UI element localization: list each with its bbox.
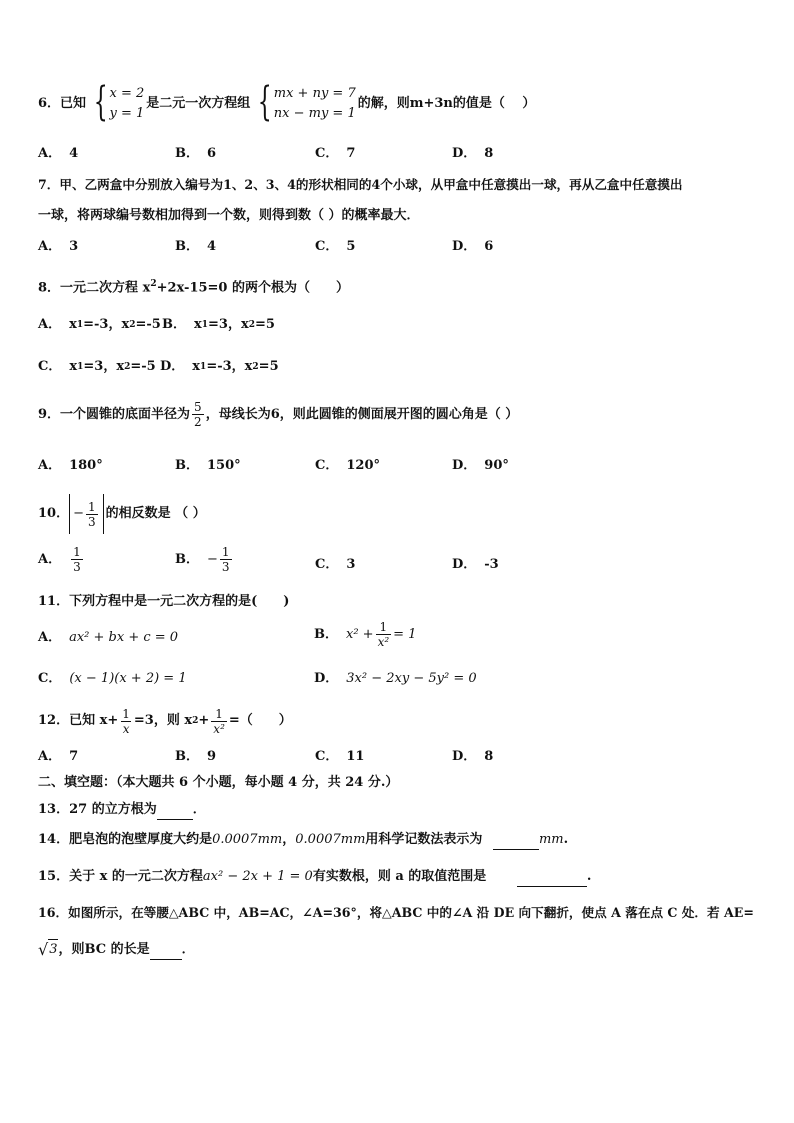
q6-option-d[interactable]: D． 8 [452, 146, 494, 161]
question-15: 15．关于 x 的一元二次方程ax² − 2x + 1 = 0有实数根，则 a 的取值范围是 . [38, 867, 764, 887]
question-13: 13．27 的立方根为 ． [38, 800, 764, 820]
q12-option-c[interactable]: C． 11 [315, 749, 365, 764]
q6-sys2-row2: nx − my = 1 [273, 106, 356, 121]
q6-equation-system [252, 79, 356, 125]
q11-option-c[interactable]: C． (x − 1)(x + 2) = 1 [38, 671, 187, 686]
q9-radius-fraction: $\frac{5}{2}$ [194, 400, 202, 429]
q9-option-d[interactable]: D． 90° [452, 458, 509, 473]
q16-sqrt: √ 3 [38, 940, 58, 959]
q8-option-a[interactable]: A． x 1 =-3，x 2 =-5 [38, 317, 161, 332]
question-10-stem: 10． − $\frac{1}{3}$ 的相反数是 （ ） [38, 494, 764, 534]
q9-option-a[interactable]: A． 180° [38, 458, 103, 473]
q7-option-c[interactable]: C． 5 [315, 239, 356, 254]
q9-option-c[interactable]: C． 120° [315, 458, 380, 473]
q6-sys1-row2: y = 1 [109, 106, 145, 121]
q7-option-b[interactable]: B． 4 [175, 239, 217, 254]
q7-option-a[interactable]: A． 3 [38, 239, 79, 254]
q6-option-c[interactable]: C． 7 [315, 146, 356, 161]
q14-answer-blank[interactable] [493, 834, 539, 850]
q6-mid-text: 是二元一次方程组 [146, 96, 251, 111]
q12-option-b[interactable]: B． 9 [175, 749, 217, 764]
q8-option-c[interactable]: C． x 1 =3，x 2 =-5 [38, 359, 156, 374]
q10-absolute-value: − $\frac{1}{3}$ [69, 494, 104, 534]
q13-answer-blank[interactable] [157, 804, 193, 820]
q10-option-b[interactable]: B． − $\frac{1}{3}$ [175, 545, 230, 574]
question-6-stem [38, 79, 764, 125]
section-2-heading: 二、填空题：（本大题共 6 个小题，每小题 4 分，共 24 分.） [38, 775, 399, 790]
question-7-line1: 7．甲、乙两盒中分别放入编号为1、2、3、4的形状相同的4个小球，从甲盒中任意摸出一球，再从乙盒中任意摸出 [38, 177, 683, 192]
q10-option-c[interactable]: C． 3 [315, 557, 356, 572]
question-16-line1: 16．如图所示，在等腰△ABC 中，AB=AC，∠A=36°，将△ABC 中的∠A 沿 DE 向下翻折，使点 A 落在点 C 处．若 AE= [38, 905, 754, 920]
question-10-options [38, 545, 764, 585]
q6-option-b[interactable]: B． 6 [175, 146, 217, 161]
question-14: 14．肥皂泡的泡壁厚度大约是0.0007mm，0.0007mm用科学记数法表示为 mm. [38, 830, 764, 850]
q6-number: 6．已知 [38, 96, 87, 111]
q6-sys2-row1: mx + ny = 7 [273, 86, 356, 101]
q15-answer-blank[interactable] [517, 871, 587, 887]
question-16-line2: √ 3 ，则BC 的长是 ． [38, 940, 195, 959]
question-11-stem: 11．下列方程中是一元二次方程的是( ) [38, 594, 290, 609]
q9-option-b[interactable]: B． 150° [175, 458, 241, 473]
question-7-line2: 一球，将两球编号数相加得到一个数，则得到数（ ）的概率最大． [38, 208, 420, 223]
question-9-stem: 9．一个圆锥的底面半径为 $\frac{5}{2}$ ，母线长为6，则此圆锥的侧面展开图的圆心角是（ ） [38, 400, 519, 429]
q6-sys1-row1: x = 2 [109, 86, 145, 101]
q6-option-a[interactable]: A． 4 [38, 146, 79, 161]
q16-answer-blank[interactable] [150, 944, 182, 960]
q6-tail-text: 的解，则m+3n的值是（ ） [357, 96, 536, 111]
q12-option-d[interactable]: D． 8 [452, 749, 494, 764]
q8-option-b[interactable]: B． x 1 =3，x 2 =5 [162, 317, 275, 332]
brace-icon: { [93, 79, 108, 125]
q10-option-d[interactable]: D． -3 [452, 557, 499, 572]
q11-option-b[interactable]: B． x² + $\frac{1}{\text{x²}}$ = 1 [314, 620, 417, 649]
question-11-options-row1 [38, 620, 764, 656]
q8-option-d[interactable]: D． x 1 =-3，x 2 =5 [160, 359, 279, 374]
q11-option-a[interactable]: A． ax² + bx + c = 0 [38, 630, 179, 645]
q7-option-d[interactable]: D． 6 [452, 239, 494, 254]
q10-option-a[interactable]: A． $\frac{1}{3}$ [38, 545, 81, 574]
q11-option-d[interactable]: D． 3x² − 2xy − 5y² = 0 [314, 671, 477, 686]
question-8-stem: 8．一元二次方程 $x^2+2x-15=0$ 的两个根为（ ） [38, 279, 350, 296]
q6-solution-system [88, 79, 145, 125]
q12-option-a[interactable]: A． 7 [38, 749, 79, 764]
question-12-stem: 12．已知 x+ $\frac{1}{x}$ =3，则 x 2 + $\frac{1}{\text{x²}}$ =（ ） [38, 706, 292, 736]
brace-icon: { [258, 79, 273, 125]
